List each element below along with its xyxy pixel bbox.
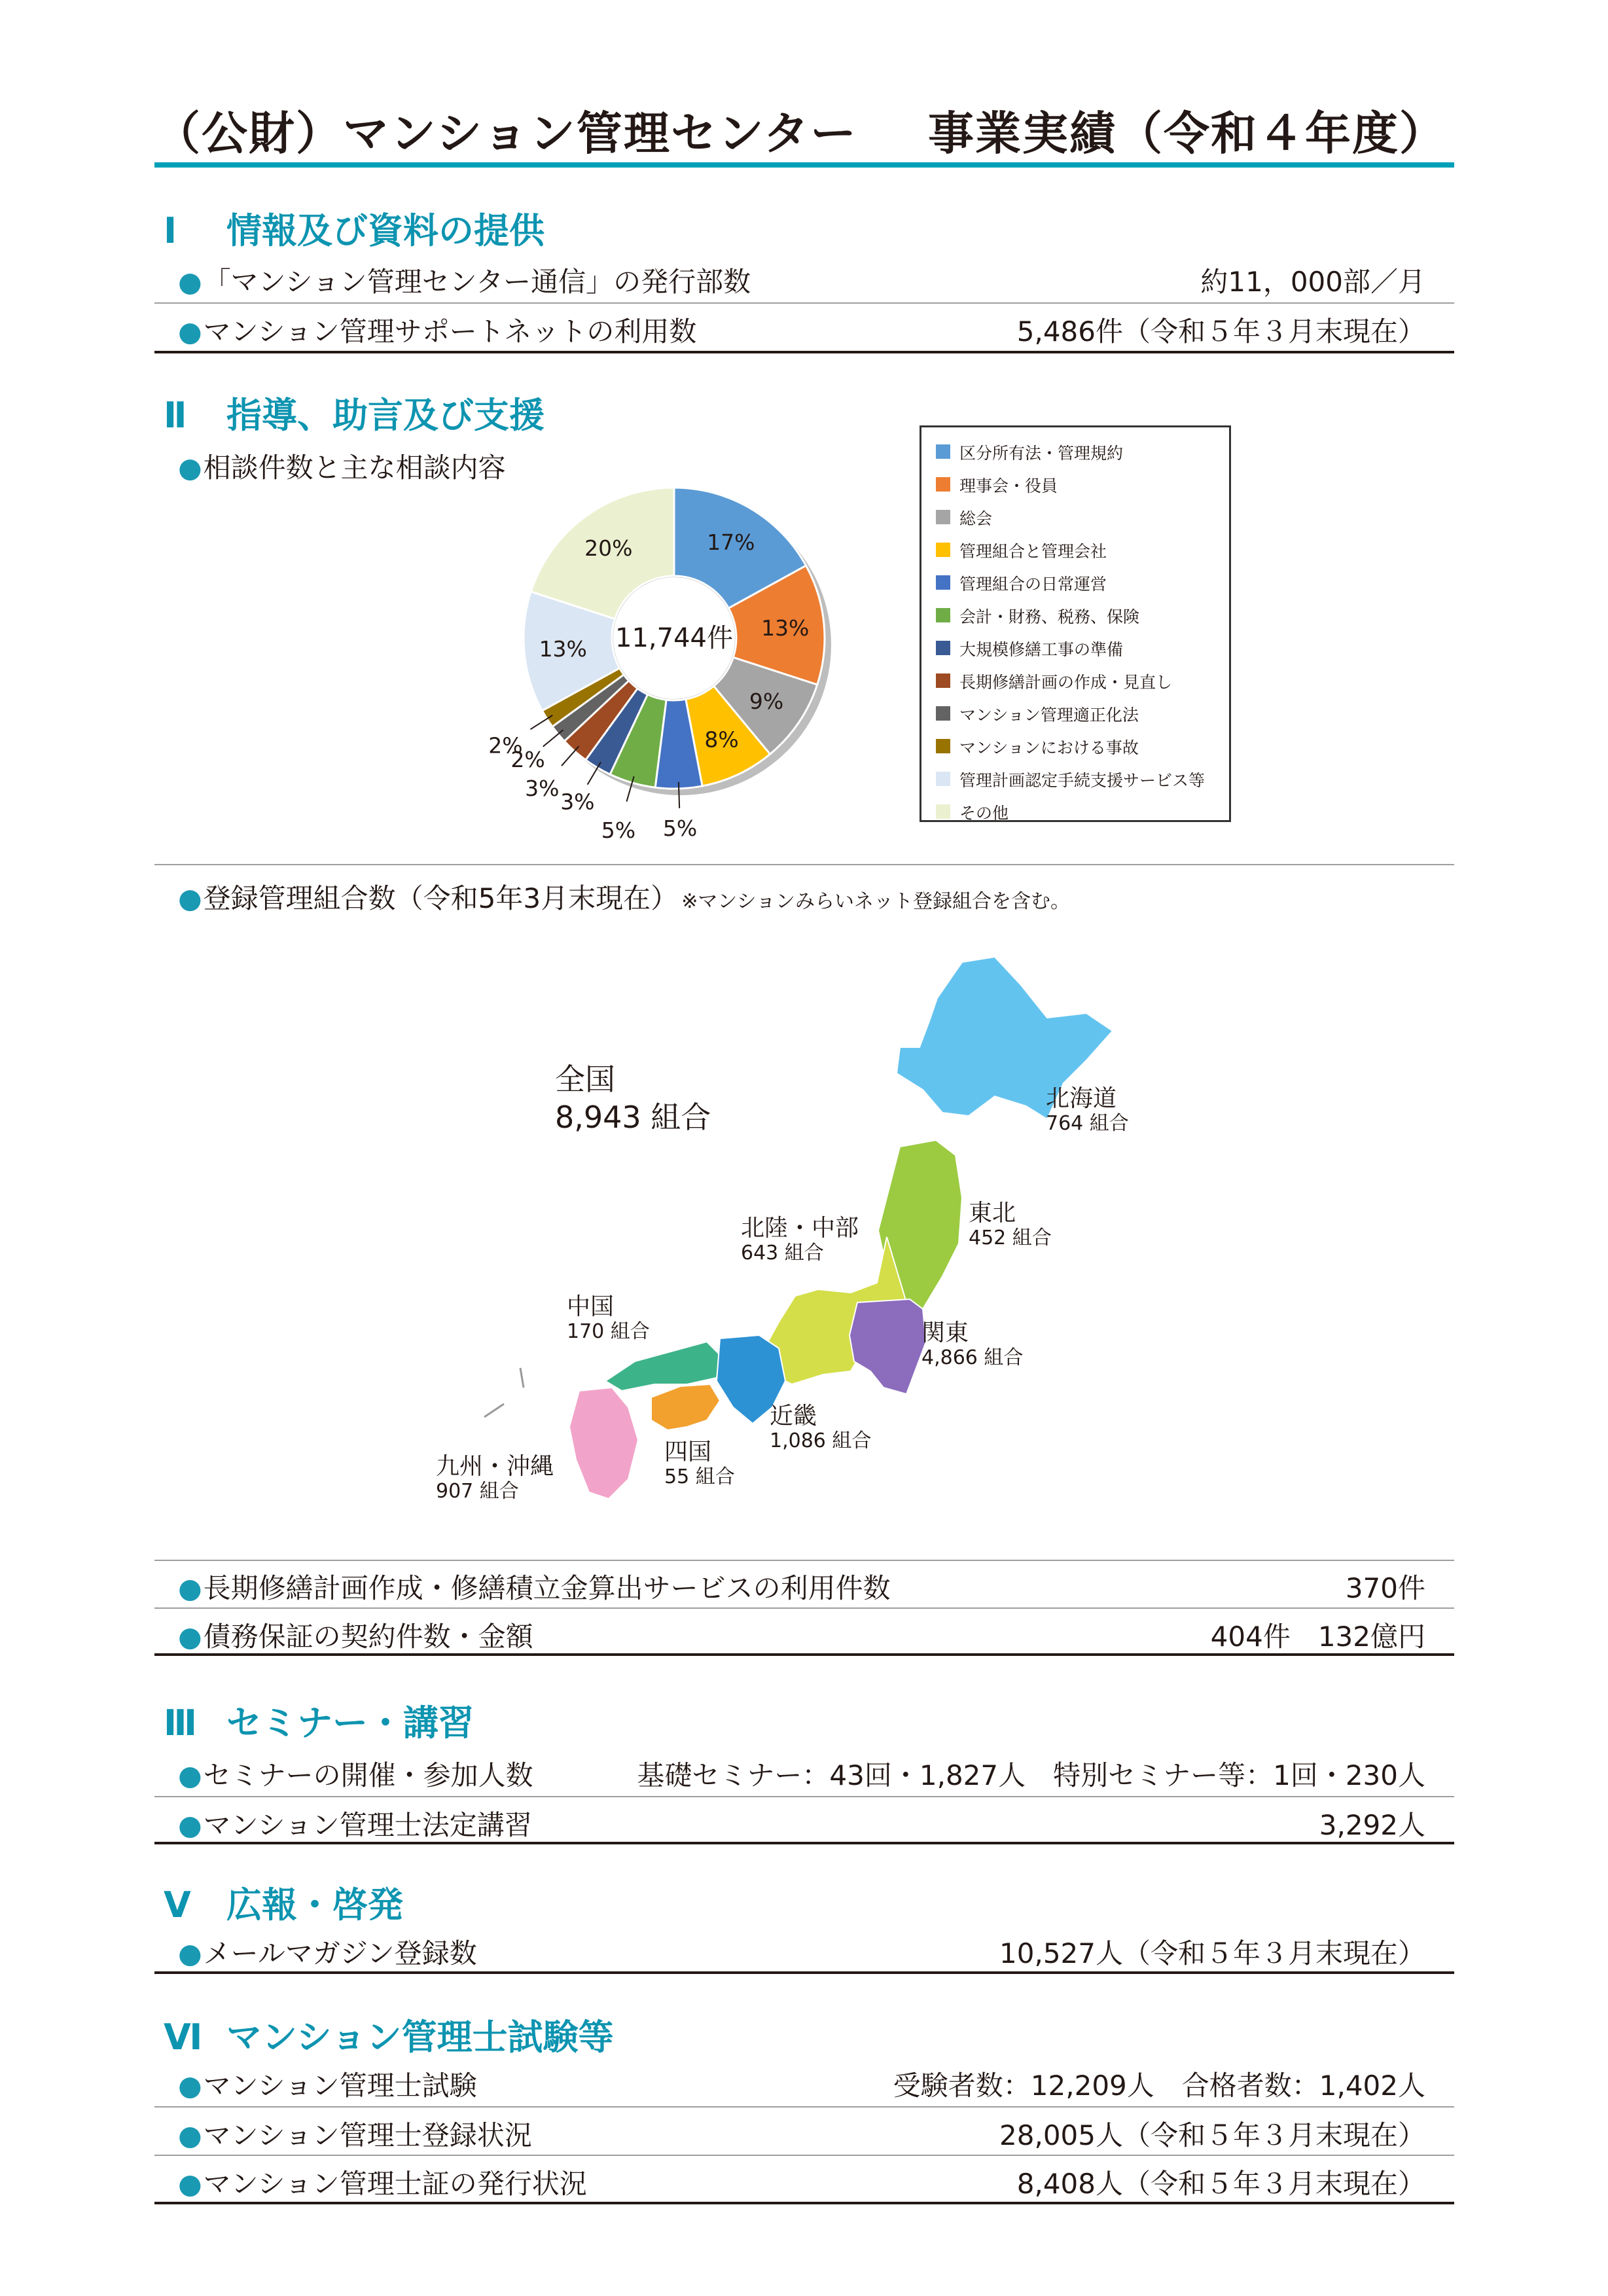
donut-leader-line [562, 746, 579, 766]
region-name: 東北 [969, 1200, 1016, 1227]
legend-label: 管理計画認定手続支援サービス等 [959, 771, 1206, 790]
section-2-number: Ⅱ [164, 395, 187, 436]
divider [154, 351, 1454, 353]
donut-leader-line [543, 730, 563, 746]
row-label: ● マンション管理士試験 [178, 2064, 477, 2104]
section-1-title [164, 203, 545, 253]
row-label: ● 債務保証の契約件数・金額 [178, 1615, 533, 1655]
legend-swatch [936, 608, 950, 622]
row-value: 8,408人（令和５年３月末現在） [1016, 2168, 1425, 2200]
legend-item [921, 598, 1229, 630]
section-3-number: Ⅲ [164, 1702, 198, 1744]
donut-slice-label: 13% [539, 636, 587, 662]
row-longterm-plan [154, 1562, 1454, 1607]
row-value: 受験者数：12,209人 合格者数：1,402人 [893, 2070, 1425, 2102]
donut-slice-label: 13% [761, 615, 810, 641]
organization-title: （公財）マンション管理センター [154, 107, 858, 160]
row-statutory-course [154, 1799, 1454, 1844]
section-5-number: Ⅴ [164, 1884, 191, 1926]
donut-slice-label: 2% [488, 732, 523, 759]
region-count: 907 組合 [436, 1480, 519, 1503]
region-count: 764 組合 [1046, 1112, 1129, 1135]
map-label-kinki [770, 1404, 871, 1454]
row-label: ● マンション管理士証の発行状況 [178, 2162, 587, 2202]
registered-note: ※マンションみらいネット登録組合を含む。 [681, 890, 1070, 913]
row-supportnet [154, 305, 1454, 351]
legend-swatch [936, 575, 950, 590]
registered-label: ● 登録管理組合数（令和5年3月末現在） [178, 882, 678, 914]
legend-swatch [936, 543, 950, 557]
divider [154, 1560, 1454, 1561]
section-5-title [164, 1877, 403, 1928]
section-2-title [164, 387, 545, 438]
legend-item [921, 532, 1229, 565]
region-kanto [849, 1299, 926, 1394]
consult-donut-chart [484, 458, 877, 864]
row-guarantee [154, 1610, 1454, 1656]
row-exam [154, 2059, 1454, 2105]
registered-label-row [178, 877, 1070, 916]
row-value: 370件 [1345, 1572, 1425, 1604]
legend-label: その他 [959, 804, 1009, 823]
donut-slice-label: 3% [560, 789, 595, 815]
region-name: 九州・沖縄 [436, 1453, 554, 1480]
divider [154, 864, 1454, 865]
section-1-heading: 情報及び資料の提供 [226, 210, 545, 251]
legend-label: 管理組合の日常運営 [959, 575, 1107, 594]
divider [154, 1842, 1454, 1844]
region-count: 1,086 組合 [770, 1429, 872, 1452]
legend-label: マンションにおける事故 [959, 738, 1139, 757]
map-label-tohoku [969, 1201, 1052, 1251]
legend-item [921, 630, 1229, 663]
section-6-heading: マンション管理士試験等 [226, 2017, 614, 2058]
region-name: 中国 [567, 1293, 615, 1320]
region-count: 452 組合 [969, 1227, 1052, 1249]
divider [154, 2155, 1454, 2156]
section-1-number: Ⅰ [164, 210, 177, 251]
row-value: 約11，000部／月 [1200, 266, 1425, 298]
national-value: 8,943 組合 [555, 1100, 711, 1135]
legend-swatch [936, 444, 950, 459]
donut-slice-label: 3% [525, 775, 560, 801]
row-label: ● 長期修繕計画作成・修繕積立金算出サービスの利用件数 [178, 1567, 891, 1606]
row-label: ● セミナーの開催・参加人数 [178, 1754, 533, 1793]
divider [154, 1971, 1454, 1974]
consult-label: ● 相談件数と主な相談内容 [178, 446, 506, 486]
legend-item [921, 565, 1229, 598]
row-certificate [154, 2157, 1454, 2203]
row-value: 28,005人（令和５年３月末現在） [999, 2119, 1425, 2151]
legend-item [921, 728, 1229, 761]
row-seminar [154, 1749, 1454, 1795]
donut-slice-label: 8% [704, 726, 739, 753]
section-2-heading: 指導、助言及び支援 [226, 395, 545, 436]
chart-legend [920, 425, 1231, 822]
legend-label: マンション管理適正化法 [959, 706, 1139, 725]
divider [154, 302, 1454, 304]
report-title: 事業実績（令和４年度） [928, 107, 1446, 160]
donut-slice-label: 17% [707, 529, 755, 556]
divider [154, 2202, 1454, 2204]
map-label-kyushu [436, 1454, 554, 1504]
donut-slice-label: 5% [662, 815, 698, 841]
divider [154, 1607, 1454, 1609]
legend-item [921, 434, 1229, 467]
row-label: ● メールマガジン登録数 [178, 1932, 477, 1971]
region-shikoku [651, 1384, 720, 1430]
region-name: 北陸・中部 [741, 1215, 859, 1242]
divider [154, 2106, 1454, 2108]
legend-swatch [936, 641, 950, 655]
donut-slice-label: 20% [584, 535, 633, 562]
map-label-kanto [921, 1321, 1023, 1371]
legend-label: 管理組合と管理会社 [959, 542, 1107, 561]
legend-label: 理事会・役員 [959, 476, 1058, 495]
row-value: 10,527人（令和５年３月末現在） [999, 1937, 1425, 1969]
legend-swatch [936, 804, 950, 819]
row-value: 5,486件（令和５年３月末現在） [1016, 315, 1425, 348]
legend-label: 会計・財務、税務、保険 [959, 607, 1140, 626]
donut-slice-label: 2% [510, 746, 545, 772]
region-name: 四国 [664, 1439, 712, 1465]
row-mail-magazine [154, 1927, 1454, 1973]
section-3-heading: セミナー・講習 [226, 1702, 474, 1744]
section-6-title [164, 2009, 614, 2060]
legend-item [921, 663, 1229, 696]
legend-swatch [936, 510, 950, 524]
legend-swatch [936, 477, 950, 492]
region-name: 関東 [921, 1319, 969, 1346]
legend-label: 大規模修繕工事の準備 [959, 640, 1124, 659]
row-newsletter [154, 255, 1454, 301]
legend-item [921, 467, 1229, 499]
region-name: 北海道 [1046, 1085, 1117, 1112]
section-5-heading: 広報・啓発 [226, 1884, 403, 1926]
legend-item [921, 761, 1229, 794]
donut-slice-label: 9% [749, 688, 784, 714]
legend-swatch [936, 706, 950, 721]
row-registration [154, 2109, 1454, 2155]
legend-label: 長期修繕計画の作成・見直し [959, 673, 1173, 692]
region-count: 170 組合 [567, 1320, 650, 1343]
row-value: 3,292人 [1319, 1809, 1425, 1841]
legend-label: 総会 [959, 509, 993, 528]
legend-item [921, 696, 1229, 728]
region-chugoku [605, 1342, 720, 1391]
map-label-chubu [741, 1216, 859, 1266]
region-count: 4,866 組合 [921, 1346, 1024, 1369]
legend-items [921, 434, 1229, 827]
row-label: ● 「マンション管理センター通信」の発行部数 [178, 260, 751, 300]
header-rule [154, 162, 1454, 168]
okinawa-inset-line [484, 1368, 524, 1417]
legend-swatch [936, 772, 950, 786]
divider [154, 1796, 1454, 1797]
region-name: 近畿 [770, 1403, 817, 1429]
national-total [555, 1060, 711, 1136]
region-kyushu [569, 1388, 638, 1499]
row-label: ● マンション管理士法定講習 [178, 1804, 532, 1843]
donut-center-total: 11,744件 [615, 623, 733, 653]
row-value: 基礎セミナー：43回・1,827人 特別セミナー等：1回・230人 [637, 1759, 1425, 1791]
national-title: 全国 [555, 1062, 615, 1097]
row-label: ● マンション管理士登録状況 [178, 2114, 532, 2153]
row-value: 404件 132億円 [1210, 1621, 1425, 1653]
donut-slice-label: 5% [601, 817, 636, 843]
legend-swatch [936, 739, 950, 753]
map-label-chugoku [567, 1295, 650, 1344]
legend-item [921, 499, 1229, 532]
map-label-shikoku [664, 1440, 735, 1490]
section-3-title [164, 1695, 474, 1746]
region-count: 643 組合 [741, 1242, 824, 1265]
legend-item [921, 794, 1229, 827]
row-label: ● マンション管理サポートネットの利用数 [178, 310, 696, 350]
divider [154, 1653, 1454, 1656]
section-6-number: Ⅵ [164, 2017, 203, 2058]
region-count: 55 組合 [664, 1465, 735, 1488]
legend-label: 区分所有法・管理規約 [959, 444, 1124, 463]
legend-swatch [936, 673, 950, 688]
map-label-hokkaido [1046, 1086, 1129, 1136]
